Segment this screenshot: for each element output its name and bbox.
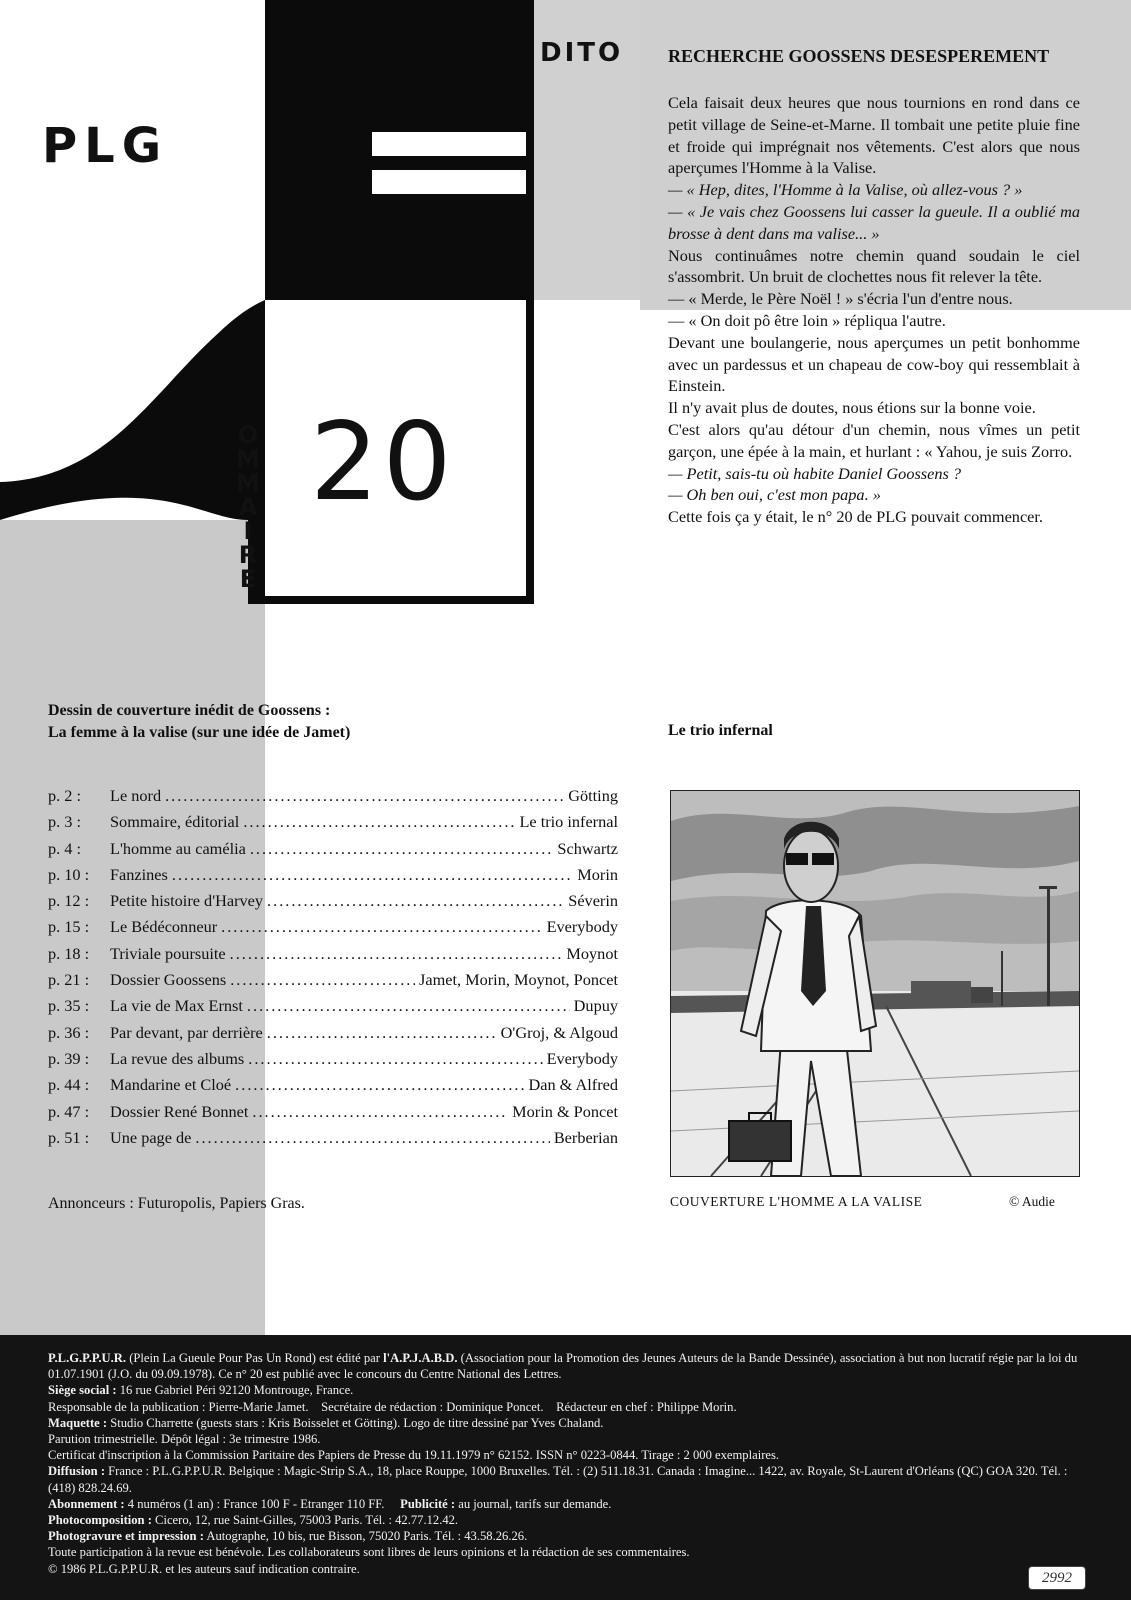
toc-row[interactable]	[48, 1075, 618, 1101]
editorial-heading: DITO	[540, 38, 624, 68]
toc-row[interactable]	[48, 944, 618, 970]
toc-title: Par devant, par derrière	[110, 1022, 263, 1042]
toc-author: Berberian	[553, 1127, 618, 1147]
toc-author: Séverin	[568, 891, 618, 911]
issue-number: 20	[310, 400, 456, 525]
table-of-contents	[48, 786, 618, 1154]
toc-page: p. 51 :	[48, 1127, 90, 1147]
toc-leader	[195, 1128, 549, 1148]
toc-author: Schwartz	[557, 838, 618, 858]
colophon-bold: Photogravure et impression :	[48, 1529, 204, 1544]
editorial-paragraph: — « Merde, le Père Noël ! » s'écria l'un d'entre nous.	[668, 289, 1013, 309]
cover-credit-line: La femme à la valise (sur une idée de Jamet)	[48, 724, 351, 741]
toc-row[interactable]	[48, 839, 618, 865]
toc-author: Everybody	[546, 917, 618, 937]
colophon-text: au journal, tarifs sur demande.	[455, 1496, 612, 1511]
colophon-bold: Maquette :	[48, 1415, 108, 1430]
toc-leader	[248, 1049, 542, 1069]
toc-leader	[235, 1075, 524, 1095]
editorial-paragraph: Nous continuâmes notre chemin quand soudain le ciel s'assombrit. Un bruit de clochettes nous fit relever la tête.	[668, 245, 1080, 287]
toc-leader	[267, 1023, 497, 1043]
colophon-text: (Plein La Gueule Pour Pas Un Rond) est édité par	[126, 1351, 384, 1365]
colophon-line	[48, 1463, 1088, 1495]
editorial-title: RECHERCHE GOOSSENS DESESPEREMENT	[668, 46, 1050, 66]
toc-author: Everybody	[546, 1048, 618, 1068]
advertisers-line: Annonceurs : Futuropolis, Papiers Gras.	[48, 1195, 305, 1212]
toc-author: Dan & Alfred	[528, 1075, 618, 1095]
editorial-signature: Le trio infernal	[668, 722, 773, 739]
toc-author: O'Groj, & Algoud	[500, 1022, 618, 1042]
sommaire-letter: E	[239, 565, 257, 593]
toc-page: p. 10 :	[48, 864, 90, 884]
editorial-paragraph: C'est alors qu'au détour d'un chemin, nous vîmes un petit garçon, une épée à la main, et hurlant : « Yahou, je suis Zorro.	[668, 419, 1080, 461]
toc-leader	[267, 891, 564, 911]
illustration-caption: COUVERTURE L'HOMME A LA VALISE	[670, 1194, 923, 1209]
toc-row[interactable]	[48, 1049, 618, 1075]
toc-title: Mandarine et Cloé	[110, 1075, 232, 1095]
editorial-paragraph: — Petit, sais-tu où habite Daniel Goossens ?	[668, 463, 962, 483]
man-with-suitcase-illustration	[671, 791, 1079, 1176]
cover-illustration	[670, 790, 1080, 1177]
colophon-text: (Association pour la Promotion des Jeunes Auteurs de la Bande Dessinée), association à but non lucratif régie par la loi du 01.07.1901 (J.O. du 09.09.1978). Ce n° 20 est publié avec le concours du Centre National des Lettres.	[48, 1351, 1078, 1382]
toc-page: p. 2 :	[48, 786, 82, 805]
cover-credit-line: Dessin de couverture inédit de Goossens :	[48, 702, 331, 719]
sommaire-letter: I	[243, 517, 253, 545]
editorial-paragraph: Il n'y avait plus de doutes, nous étions sur la bonne voie.	[668, 398, 1036, 418]
colophon-line: © 1986 P.L.G.P.P.U.R. et les auteurs sauf indication contraire.	[48, 1561, 360, 1576]
editorial-paragraph: — Oh ben oui, c'est mon papa. »	[668, 485, 881, 505]
toc-row[interactable]	[48, 865, 618, 891]
toc-page: p. 44 :	[48, 1075, 90, 1095]
toc-leader	[250, 839, 554, 859]
toc-row[interactable]	[48, 917, 618, 943]
toc-title: Triviale poursuite	[110, 943, 226, 963]
toc-page: p. 3 :	[48, 812, 82, 832]
toc-author: Jamet, Morin, Moynot, Poncet	[419, 970, 618, 990]
toc-title: Une page de	[110, 1127, 192, 1147]
colophon-bold: l'A.P.J.A.B.D.	[383, 1351, 458, 1365]
toc-page: p. 21 :	[48, 970, 90, 990]
colophon-line	[48, 1512, 1088, 1528]
handwritten-stamp: 2992	[1028, 1566, 1086, 1590]
toc-leader	[252, 1102, 508, 1122]
colophon-text: 16 rue Gabriel Péri 92120 Montrouge, France.	[116, 1383, 354, 1398]
toc-page: p. 36 :	[48, 1022, 90, 1042]
toc-row[interactable]	[48, 812, 618, 838]
toc-author: Götting	[568, 786, 618, 805]
colophon-bold: Abonnement :	[48, 1496, 125, 1511]
toc-title: L'homme au camélia	[110, 838, 246, 858]
toc-author: Moynot	[566, 943, 618, 963]
colophon-line: Parution trimestrielle. Dépôt légal : 3e trimestre 1986.	[48, 1432, 321, 1447]
toc-title: Le nord	[110, 786, 162, 805]
toc-author: Morin & Poncet	[512, 1101, 618, 1121]
editorial-paragraph: — « Hep, dites, l'Homme à la Valise, où allez-vous ? »	[668, 180, 1023, 200]
toc-page: p. 18 :	[48, 943, 90, 963]
sommaire-letter: M	[236, 445, 260, 473]
toc-leader	[247, 996, 570, 1016]
illustration-credit: © Audie	[1009, 1194, 1055, 1209]
toc-author: Le trio infernal	[519, 812, 618, 832]
colophon-line	[48, 1415, 1088, 1431]
colophon-text: France : P.L.G.P.P.U.R. Belgique : Magic-Strip S.A., 18, place Rouppe, 1000 Bruxelles. Tél. : (2) 511.18.31. Canada : Imagine... 1422, av. Royale, St-Laurent d'Orléans (QC) GOA 320. Tél. : (418) 828.24.69.	[48, 1464, 1068, 1495]
toc-title: Dossier Goossens	[110, 970, 227, 990]
logo-text: PLG	[42, 118, 169, 174]
toc-page: p. 12 :	[48, 891, 90, 911]
colophon-text: Autographe, 10 bis, rue Bisson, 75020 Paris. Tél. : 43.58.26.26.	[203, 1529, 528, 1544]
toc-title: La vie de Max Ernst	[110, 996, 243, 1016]
cover-credit	[48, 700, 350, 744]
colophon-line: Responsable de la publication : Pierre-Marie Jamet. Secrétaire de rédaction : Dominique Poncet. Rédacteur en chef : Philippe Morin.	[48, 1399, 737, 1414]
editorial-paragraph: — « Je vais chez Goossens lui casser la gueule. Il a oublié ma brosse à dent dans ma valise... »	[668, 201, 1080, 243]
toc-page: p. 39 :	[48, 1048, 90, 1068]
toc-leader	[221, 917, 542, 937]
colophon-line	[48, 1350, 1088, 1382]
colophon-line	[48, 1382, 1088, 1398]
toc-page: p. 47 :	[48, 1101, 90, 1121]
toc-row[interactable]	[48, 1128, 618, 1154]
toc-page: p. 35 :	[48, 996, 90, 1016]
toc-page: p. 4 :	[48, 838, 82, 858]
toc-row[interactable]	[48, 1023, 618, 1049]
colophon-line: Certificat d'inscription à la Commission Paritaire des Papiers de Presse du 19.11.1979 n° 62152. ISSN n° 0223-0844. Tirage : 2 000 exemplaires.	[48, 1448, 780, 1463]
sommaire-letter: M	[236, 469, 260, 497]
toc-title: Petite histoire d'Harvey	[110, 891, 264, 911]
sommaire-letter: O	[237, 421, 259, 449]
toc-title: La revue des albums	[110, 1048, 245, 1068]
toc-title: Fanzines	[110, 864, 168, 884]
sommaire-vertical-label	[233, 423, 263, 591]
editorial-paragraph: Cette fois ça y était, le n° 20 de PLG pouvait commencer.	[668, 507, 1043, 527]
colophon-text: 4 numéros (1 an) : France 100 F - Etranger 110 FF.	[124, 1496, 385, 1511]
toc-leader	[165, 786, 564, 806]
colophon-line	[48, 1528, 1088, 1544]
masthead-graphic	[0, 0, 640, 640]
toc-title: Le Bédéconneur	[110, 917, 218, 937]
toc-leader	[172, 865, 573, 885]
toc-page: p. 15 :	[48, 917, 90, 937]
toc-row[interactable]	[48, 1102, 618, 1128]
toc-row[interactable]	[48, 996, 618, 1022]
colophon-line: Toute participation à la revue est bénévole. Les collaborateurs sont libres de leurs opinions et la rédaction de ses commentaires.	[48, 1545, 690, 1560]
toc-author: Dupuy	[573, 996, 618, 1016]
colophon-text: Cicero, 12, rue Saint-Gilles, 75003 Paris. Tél. : 42.77.12.42.	[151, 1513, 459, 1528]
toc-row[interactable]	[48, 891, 618, 917]
colophon-bold: Photocomposition :	[48, 1513, 152, 1528]
toc-author: Morin	[577, 864, 618, 884]
colophon-bold: P.L.G.P.P.U.R.	[48, 1351, 127, 1365]
colophon-bold: Siège social :	[48, 1383, 117, 1398]
editorial-paragraph: Cela faisait deux heures que nous tournions en rond dans ce petit village de Seine-et-Marne. Il tombait une petite pluie fine et froide qui imprégnait nos vêtements. C'est alors que nous aperçumes l'Homme à la Valise.	[668, 93, 1080, 178]
toc-row[interactable]	[48, 786, 618, 812]
editorial-body	[668, 92, 1080, 528]
colophon-text: Studio Charrette (guests stars : Kris Boisselet et Götting). Logo de titre dessiné par Yves Chaland.	[107, 1415, 604, 1430]
toc-leader	[230, 970, 415, 990]
colophon-bold: Publicité :	[400, 1496, 456, 1511]
sommaire-letter: R	[238, 541, 258, 569]
colophon	[48, 1350, 1088, 1577]
colophon-bold: Diffusion :	[48, 1464, 106, 1479]
toc-row[interactable]	[48, 970, 618, 996]
sommaire-letter: A	[238, 493, 258, 521]
editorial-paragraph: — « On doit pô être loin » répliqua l'autre.	[668, 310, 946, 330]
colophon-line	[48, 1496, 1088, 1512]
toc-leader	[230, 944, 563, 964]
toc-title: Dossier René Bonnet	[110, 1101, 249, 1121]
toc-title: Sommaire, éditorial	[110, 812, 240, 832]
editorial-paragraph: Devant une boulangerie, nous aperçumes un petit bonhomme avec un pardessus et un chapeau de cow-boy qui ressemblait à Einstein.	[668, 332, 1080, 396]
toc-leader	[243, 812, 515, 832]
